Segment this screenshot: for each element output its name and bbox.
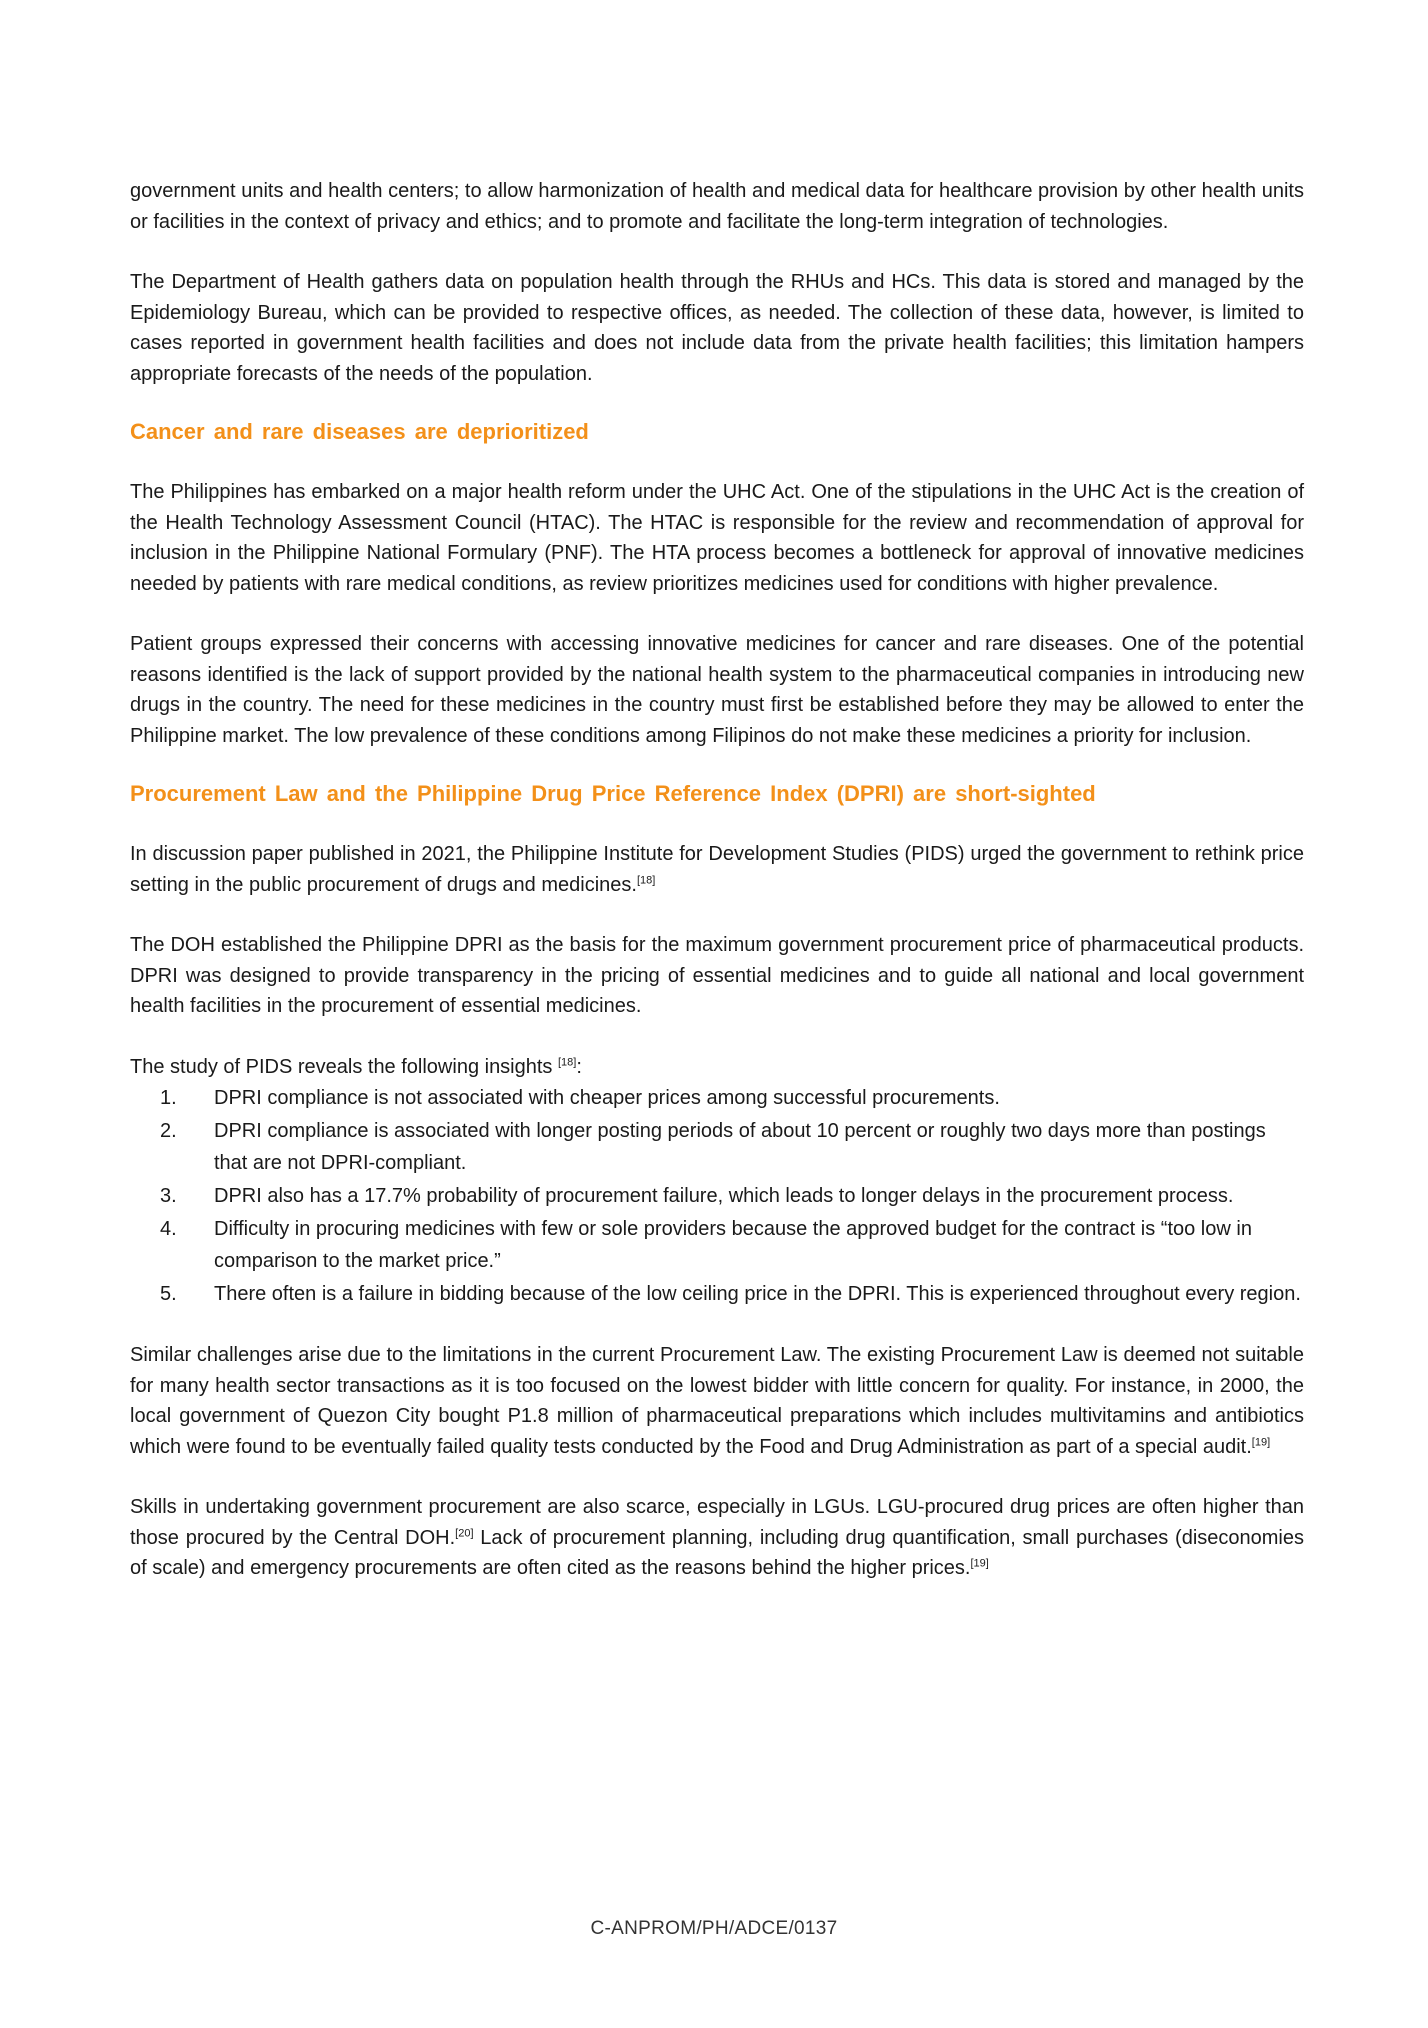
paragraph-pids-text: In discussion paper published in 2021, the Philippine Institute for Development Studies (PIDS) urged the government to rethink price setting in the public procurement of drugs and medicines. bbox=[130, 843, 1304, 896]
paragraph-procurement-law-text: Similar challenges arise due to the limitations in the current Procurement Law. The existing Procurement Law is deemed not suitable for many health sector transactions as it is too focused on the lowest bidder with little concern for quality. For instance, in 2000, the local government of Quezon City bought P1.8 million of pharmaceutical preparations which includes multivitamins and antibiotics which were found to be eventually failed quality tests conducted by the Food and Drug Administration as part of a special audit. bbox=[130, 1344, 1304, 1458]
paragraph-lgu-text-a: Skills in undertaking government procurement are also scarce, especially in LGUs. LGU-procured drug prices are often higher than those procured by the Central DOH. bbox=[130, 1496, 1304, 1549]
list-item-number: 5. bbox=[160, 1283, 177, 1305]
paragraph-pids-discussion bbox=[130, 839, 1304, 900]
list-item bbox=[130, 1082, 1304, 1114]
insights-intro bbox=[130, 1052, 1304, 1083]
reference-18-insights: [18] bbox=[558, 1055, 577, 1068]
insights-list bbox=[130, 1082, 1304, 1310]
list-item-text: DPRI compliance is associated with longer posting periods of about 10 percent or roughly two days more than postings that are not DPRI-compliant. bbox=[214, 1120, 1266, 1174]
list-item bbox=[130, 1213, 1304, 1277]
paragraph-doh-dpri: The DOH established the Philippine DPRI as the basis for the maximum government procurement price of pharmaceutical products. DPRI was designed to provide transparency in the pricing of essential medicines and to guide all national and local government health facilities in the procurement of essential medicines. bbox=[130, 934, 1304, 1017]
list-item-text: Difficulty in procuring medicines with few or sole providers because the approved budget for the contract is “too low in comparison to the market price.” bbox=[214, 1218, 1252, 1272]
heading-procurement-law-dpri: Procurement Law and the Philippine Drug Price Reference Index (DPRI) are short-sighted bbox=[130, 781, 1096, 806]
paragraph-population-health-data: The Department of Health gathers data on population health through the RHUs and HCs. This data is stored and managed by the Epidemiology Bureau, which can be provided to respective offices, as needed. The collection of these data, however, is limited to cases reported in government health facilities and does not include data from the private health facilities; this limitation hampers appropriate forecasts of the needs of the population. bbox=[130, 271, 1304, 385]
reference-19: [19] bbox=[1251, 1435, 1271, 1448]
paragraph-data-harmonization: government units and health centers; to allow harmonization of health and medical data for healthcare provision by other health units or facilities in the context of privacy and ethics; and to promote and facilitate the long-term integration of technologies. bbox=[130, 180, 1304, 233]
page-footer-code: C-ANPROM/PH/ADCE/0137 bbox=[590, 1918, 838, 1939]
list-item-text: There often is a failure in bidding because of the low ceiling price in the DPRI. This is experienced throughout every region. bbox=[214, 1283, 1301, 1305]
list-item-number: 4. bbox=[160, 1218, 177, 1240]
paragraph-htac: The Philippines has embarked on a major health reform under the UHC Act. One of the stipulations in the UHC Act is the creation of the Health Technology Assessment Council (HTAC). The HTAC is responsible for the review and recommendation of approval for inclusion in the Philippine National Formulary (PNF). The HTA process becomes a bottleneck for approval of innovative medicines needed by patients with rare medical conditions, as review prioritizes medicines used for conditions with higher prevalence. bbox=[130, 481, 1304, 595]
insights-intro-text: The study of PIDS reveals the following insights bbox=[130, 1055, 558, 1078]
list-item-number: 2. bbox=[160, 1120, 177, 1142]
paragraph-patient-groups: Patient groups expressed their concerns with accessing innovative medicines for cancer and rare diseases. One of the potential reasons identified is the lack of support provided by the national health system to the pharmaceutical companies in introducing new drugs in the country. The need for these medicines in the country must first be established before they may be allowed to enter the Philippine market. The low prevalence of these conditions among Filipinos do not make these medicines a priority for inclusion. bbox=[130, 633, 1304, 747]
document-page bbox=[130, 176, 1304, 1584]
paragraph-lgu-text-b: Lack of procurement planning, including drug quantification, small purchases (diseconomies of scale) and emergency procurements are often cited as the reasons behind the higher prices. bbox=[130, 1526, 1305, 1579]
heading-cancer-rare-diseases: Cancer and rare diseases are deprioritized bbox=[130, 419, 589, 444]
list-item-number: 1. bbox=[160, 1087, 177, 1109]
reference-19-lgu: [19] bbox=[970, 1557, 989, 1570]
list-item-number: 3. bbox=[160, 1185, 177, 1207]
list-item-text: DPRI compliance is not associated with cheaper prices among successful procurements. bbox=[214, 1087, 1000, 1109]
list-item bbox=[130, 1278, 1304, 1310]
paragraph-lgu-procurement bbox=[130, 1492, 1304, 1584]
paragraph-procurement-law-challenges bbox=[130, 1340, 1304, 1462]
insights-colon: : bbox=[576, 1055, 582, 1078]
list-item bbox=[130, 1180, 1304, 1212]
list-item-text: DPRI also has a 17.7% probability of procurement failure, which leads to longer delays in the procurement process. bbox=[214, 1185, 1234, 1207]
reference-18: [18] bbox=[636, 873, 656, 886]
reference-20: [20] bbox=[455, 1526, 474, 1539]
list-item bbox=[130, 1115, 1304, 1179]
